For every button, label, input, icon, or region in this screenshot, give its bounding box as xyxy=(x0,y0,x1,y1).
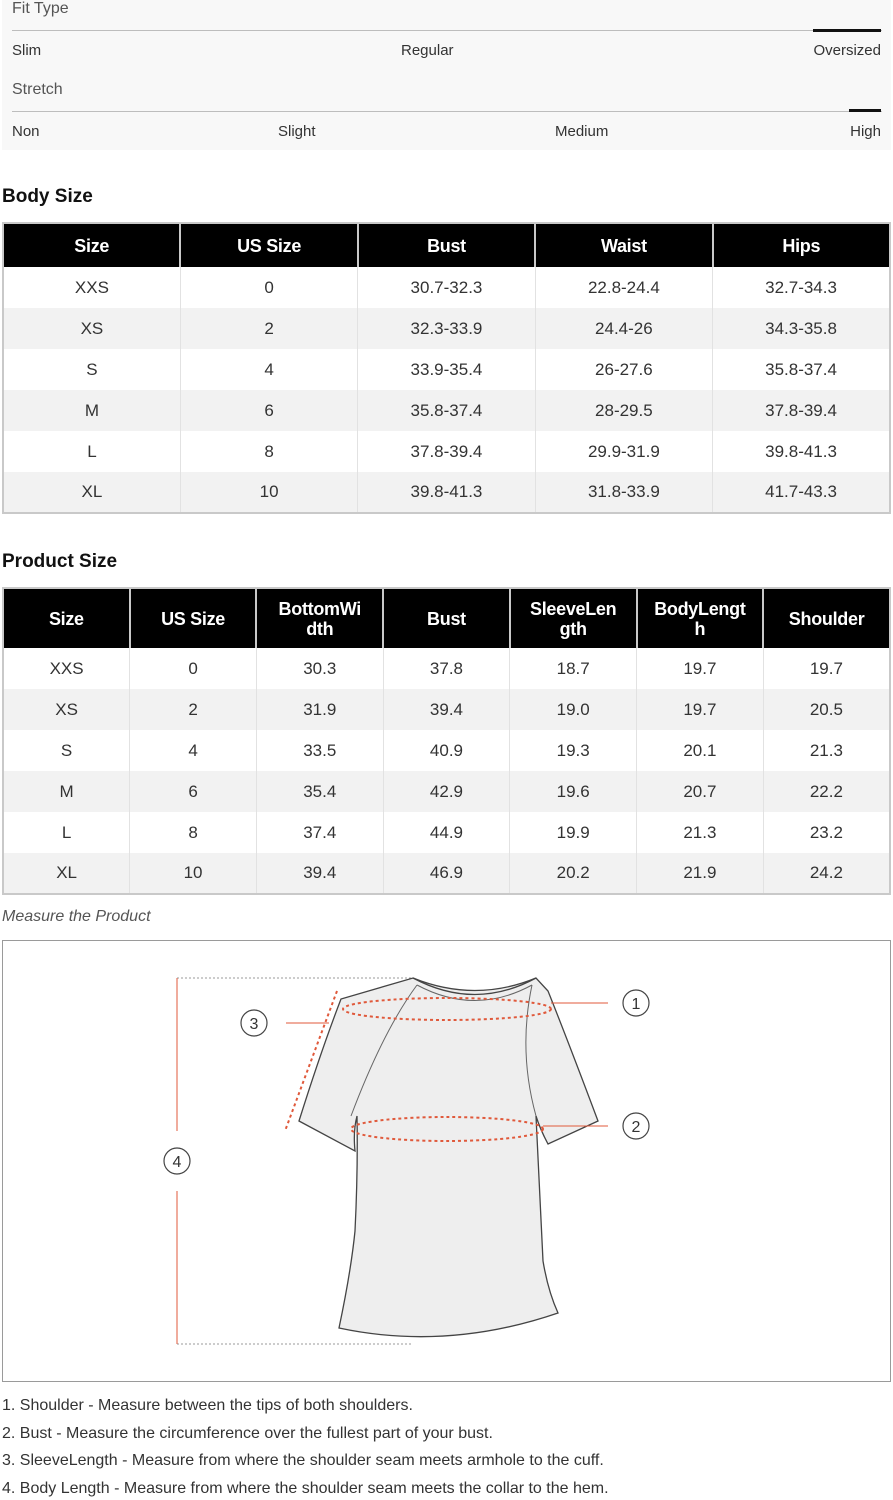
cell: 37.4 xyxy=(256,812,383,853)
product-size-title: Product Size xyxy=(2,551,118,572)
cell: XL xyxy=(3,853,130,894)
cell: 19.7 xyxy=(637,689,764,730)
cell: 0 xyxy=(130,648,257,689)
cell: 10 xyxy=(130,853,257,894)
cell: 21.3 xyxy=(763,730,890,771)
cell: XS xyxy=(3,308,180,349)
header-hips: Hips xyxy=(713,223,890,267)
table-row xyxy=(3,431,890,472)
fit-type-track xyxy=(12,30,882,31)
cell: 22.8-24.4 xyxy=(535,267,712,308)
table-row xyxy=(3,730,890,771)
header-bust: Bust xyxy=(383,588,510,648)
table-row xyxy=(3,472,890,513)
cell: L xyxy=(87,441,97,461)
stretch-label-medium: Medium xyxy=(555,123,609,140)
cell: 19.9 xyxy=(510,812,637,853)
cell: 35.8-37.4 xyxy=(358,390,535,431)
body-size-title: Body Size xyxy=(2,186,93,207)
cell: XS xyxy=(3,689,130,730)
cell: S xyxy=(86,359,98,379)
header-bottom-width: BottomWi dth xyxy=(256,588,383,648)
note-shoulder: 1. Shoulder - Measure between the tips of both shoulders. xyxy=(2,1397,413,1414)
cell: 4 xyxy=(180,349,357,390)
cell: 19.7 xyxy=(637,648,764,689)
stretch-selected-marker xyxy=(849,109,881,112)
cell: 24.4-26 xyxy=(535,308,712,349)
marker-4-label: 4 xyxy=(172,1154,182,1171)
cell: 20.2 xyxy=(510,853,637,894)
cell: 31.8-33.9 xyxy=(535,472,712,513)
cell: 37.8-39.4 xyxy=(713,390,890,431)
cell: 8 xyxy=(180,431,357,472)
cell: 21.3 xyxy=(637,812,764,853)
cell: M xyxy=(3,771,130,812)
header-waist: Waist xyxy=(535,223,712,267)
fit-label-slim: Slim xyxy=(12,42,42,59)
marker-2-label: 2 xyxy=(631,1119,641,1136)
measurement-diagram xyxy=(2,940,891,1382)
cell: 20.7 xyxy=(637,771,764,812)
cell: 33.5 xyxy=(256,730,383,771)
cell: 23.2 xyxy=(763,812,890,853)
cell: 4 xyxy=(130,730,257,771)
cell: 39.4 xyxy=(383,689,510,730)
cell: S xyxy=(60,740,73,760)
fit-label-regular: Regular xyxy=(401,42,454,59)
fit-type-selected-marker xyxy=(813,29,881,32)
stretch-title: Stretch xyxy=(12,81,63,98)
stretch-track xyxy=(12,111,882,112)
measure-caption: Measure the Product xyxy=(2,908,151,925)
cell: 19.0 xyxy=(510,689,637,730)
cell: 19.3 xyxy=(510,730,637,771)
cell: 35.4 xyxy=(256,771,383,812)
cell: 31.9 xyxy=(256,689,383,730)
cell: 39.8-41.3 xyxy=(713,431,890,472)
cell: 41.7-43.3 xyxy=(713,472,890,513)
cell: 44.9 xyxy=(383,812,510,853)
table-row xyxy=(3,812,890,853)
note-bust: 2. Bust - Measure the circumference over the fullest part of your bust. xyxy=(2,1424,493,1442)
header-size: Size xyxy=(3,223,180,267)
cell: 18.7 xyxy=(510,648,637,689)
fit-label-oversized: Oversized xyxy=(813,42,881,59)
cell: 39.4 xyxy=(256,853,383,894)
header-shoulder: Shoulder xyxy=(763,588,890,648)
fit-stretch-panel xyxy=(2,0,891,150)
note-body-length: 4. Body Length - Measure from where the shoulder seam meets the collar to the hem. xyxy=(2,1479,609,1497)
header-bust: Bust xyxy=(358,223,535,267)
table-header-row xyxy=(3,588,890,648)
cell: 35.8-37.4 xyxy=(713,349,890,390)
cell: M xyxy=(3,390,180,431)
cell: 29.9-31.9 xyxy=(535,431,712,472)
marker-3-label: 3 xyxy=(249,1016,259,1033)
header-us-size: US Size xyxy=(130,588,257,648)
cell: 10 xyxy=(180,472,357,513)
cell: 20.5 xyxy=(763,689,890,730)
cell: 32.7-34.3 xyxy=(713,267,890,308)
table-row xyxy=(3,267,890,308)
table-header-row xyxy=(3,223,890,267)
stretch-label-slight: Slight xyxy=(278,123,316,140)
table-row xyxy=(3,853,890,894)
cell: 42.9 xyxy=(383,771,510,812)
cell: 2 xyxy=(180,308,357,349)
cell: 30.7-32.3 xyxy=(358,267,535,308)
cell: 0 xyxy=(180,267,357,308)
table-row xyxy=(3,308,890,349)
cell: 21.9 xyxy=(637,853,764,894)
table-row xyxy=(3,648,890,689)
note-sleeve-length: 3. SleeveLength - Measure from where the shoulder seam meets armhole to the cuff. xyxy=(2,1452,604,1469)
cell: L xyxy=(61,822,72,842)
cell: 39.8-41.3 xyxy=(358,472,535,513)
stretch-label-high: High xyxy=(850,123,881,140)
table-row xyxy=(3,771,890,812)
header-us-size: US Size xyxy=(180,223,357,267)
cell: XXS xyxy=(74,277,109,297)
table-row xyxy=(3,689,890,730)
table-row xyxy=(3,349,890,390)
cell: 46.9 xyxy=(383,853,510,894)
cell: 32.3-33.9 xyxy=(358,308,535,349)
cell: 8 xyxy=(130,812,257,853)
cell: 19.6 xyxy=(510,771,637,812)
cell: XL xyxy=(3,472,180,513)
cell: 20.1 xyxy=(637,730,764,771)
cell: 37.8-39.4 xyxy=(358,431,535,472)
cell: 19.7 xyxy=(763,648,890,689)
cell: 6 xyxy=(130,771,257,812)
cell: 26-27.6 xyxy=(535,349,712,390)
stretch-label-non: Non xyxy=(12,123,40,140)
header-sleeve-length: SleeveLen gth xyxy=(510,588,637,648)
cell: 22.2 xyxy=(763,771,890,812)
product-size-table xyxy=(2,587,891,895)
cell: XXS xyxy=(49,658,84,678)
cell: 6 xyxy=(180,390,357,431)
body-size-table xyxy=(2,222,891,514)
cell: 40.9 xyxy=(383,730,510,771)
header-body-length: BodyLengt h xyxy=(637,588,764,648)
cell: 30.3 xyxy=(256,648,383,689)
tshirt-diagram-svg xyxy=(3,941,890,1381)
cell: 34.3-35.8 xyxy=(713,308,890,349)
tshirt-icon xyxy=(299,978,598,1337)
cell: 37.8 xyxy=(383,648,510,689)
header-size: Size xyxy=(3,588,130,648)
measurement-notes xyxy=(2,1396,891,1500)
cell: 28-29.5 xyxy=(535,390,712,431)
marker-1-label: 1 xyxy=(631,996,641,1013)
cell: 2 xyxy=(130,689,257,730)
table-row xyxy=(3,390,890,431)
fit-type-title: Fit Type xyxy=(12,0,69,17)
cell: 33.9-35.4 xyxy=(358,349,535,390)
cell: 24.2 xyxy=(763,853,890,894)
